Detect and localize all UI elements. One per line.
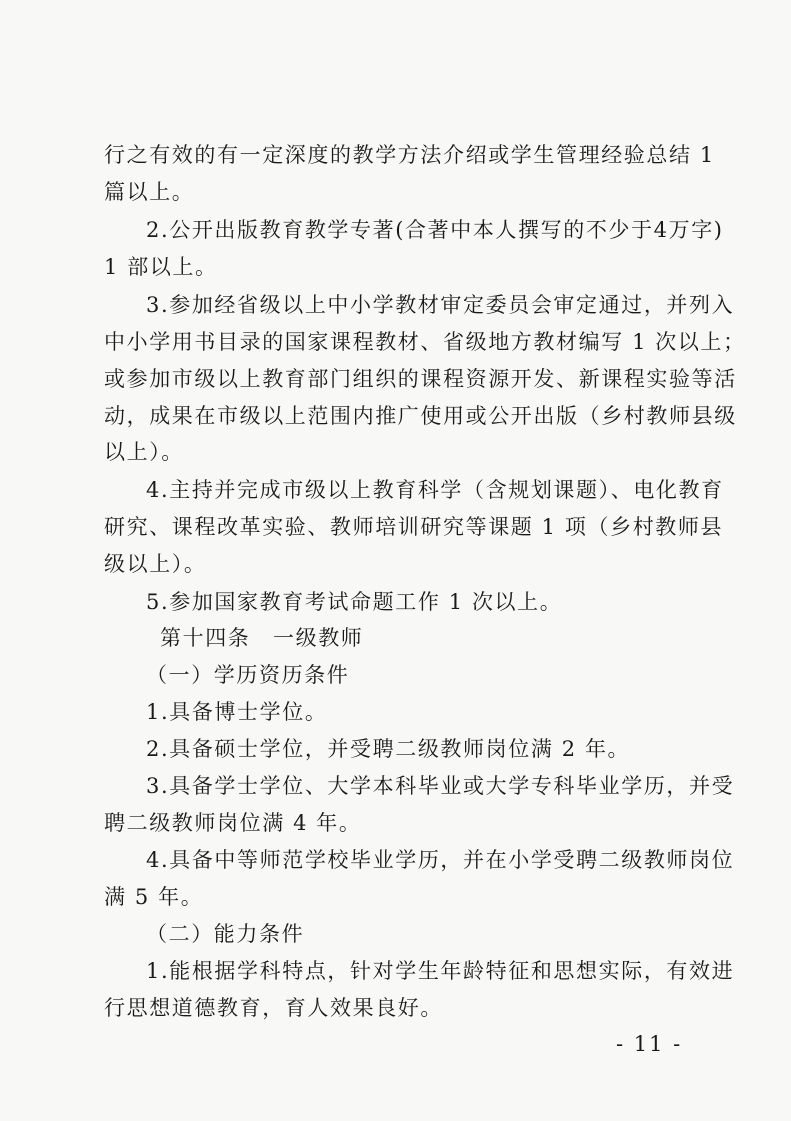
list-item-5: 5.参加国家教育考试命题工作 1 次以上。 xyxy=(146,590,563,614)
body-text-line: 动，成果在市级以上范围内推广使用或公开出版（乡村教师县级 xyxy=(104,404,737,428)
body-text-line: 中小学用书目录的国家课程教材、省级地方教材编写 1 次以上； xyxy=(104,330,746,354)
article-heading: 第十四条 一级教师 xyxy=(160,626,364,650)
list-item-2: 2.公开出版教育教学专著(合著中本人撰写的不少于4万字) xyxy=(146,218,724,242)
list-item-1: 1.具备博士学位。 xyxy=(146,700,328,724)
body-text-line: 篇以上。 xyxy=(104,180,195,204)
list-item-1: 1.能根据学科特点，针对学生年龄特征和思想实际，有效进 xyxy=(146,959,735,983)
section-heading: （一）学历资历条件 xyxy=(146,663,350,687)
page-number: - 11 - xyxy=(616,1032,683,1056)
section-heading: （二）能力条件 xyxy=(146,922,305,946)
body-text-line: 以上）。 xyxy=(104,440,184,464)
body-text-line: 研究、课程改革实验、教师培训研究等课题 1 项（乡村教师县 xyxy=(104,515,724,539)
list-item-3: 3.具备学士学位、大学本科毕业或大学专科毕业学历，并受 xyxy=(146,774,735,798)
body-text-line: 行思想道德教育，育人效果良好。 xyxy=(104,996,443,1020)
list-item-2: 2.具备硕士学位，并受聘二级教师岗位满 2 年。 xyxy=(146,737,631,761)
body-text-line: 级以上）。 xyxy=(104,552,207,576)
body-text-line: 聘二级教师岗位满 4 年。 xyxy=(104,811,362,835)
list-item-4: 4.主持并完成市级以上教育科学（含规划课题）、电化教育 xyxy=(146,478,724,502)
body-text-line: 行之有效的有一定深度的教学方法介绍或学生管理经验总结 1 xyxy=(104,143,715,167)
body-text-line: 满 5 年。 xyxy=(104,885,204,909)
body-text-line: 或参加市级以上教育部门组织的课程资源开发、新课程实验等活 xyxy=(104,367,737,391)
body-text-line: 1 部以上。 xyxy=(104,255,218,279)
list-item-3: 3.参加经省级以上中小学教材审定委员会审定通过，并列入 xyxy=(146,293,735,317)
list-item-4: 4.具备中等师范学校毕业学历，并在小学受聘二级教师岗位 xyxy=(146,848,735,872)
